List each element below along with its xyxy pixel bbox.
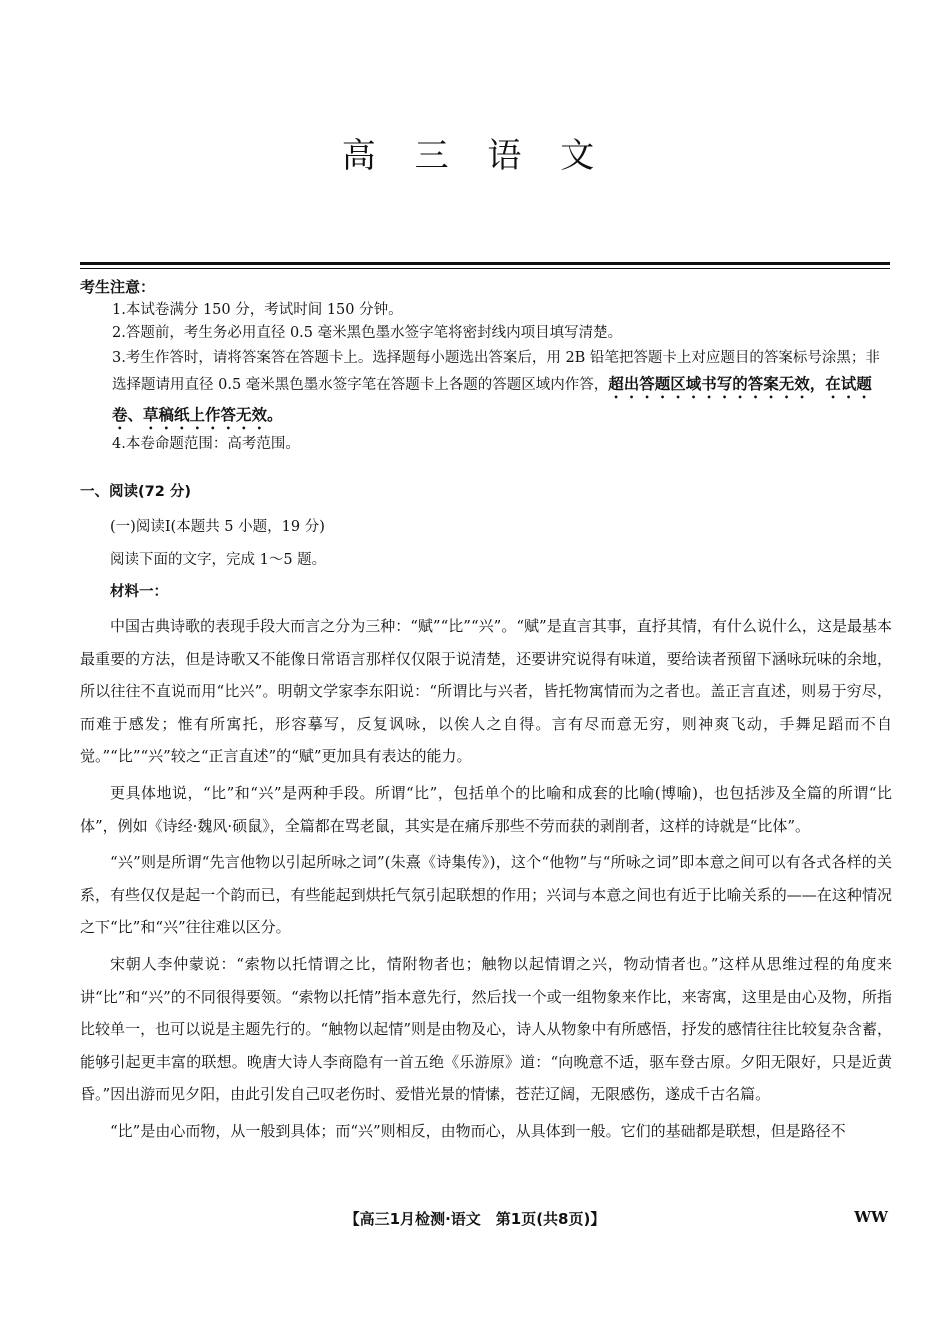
- passage-paragraph: 中国古典诗歌的表现手段大而言之分为三种：“赋”“比”“兴”。“赋”是直言其事，直抒其情，有什么说什么，这是最基本最重要的方法，但是诗歌又不能像日常语言那样仅仅限于说清楚，还要讲究说得有味道，要给读者预留下涵咏玩味的余地，所以往往不直说而用“比兴”。明朝文学家李东阳说：“所谓比与兴者，皆托物寓情而为之者也。盖正言直述，则易于穷尽，而难于感发；惟有所寓托，形容摹写，反复讽咏，以俟人之自得。言有尽而意无穷，则神爽飞动，手舞足蹈而不自觉。”“比”“兴”较之“正言直述”的“赋”更加具有表达的能力。: [80, 617, 892, 766]
- reading-passage: [80, 610, 892, 1148]
- section-heading: 一、阅读(72 分): [80, 484, 191, 500]
- footer-label: 【高三1月检测·语文 第1页(共8页)】: [344, 1210, 606, 1228]
- notice-item-2: 2.答题前，考生务必用直径 0.5 毫米黑色墨水签字笔将密封线内项目填写清楚。: [112, 325, 623, 341]
- notice-item-1: 1.本试卷满分 150 分，考试时间 150 分钟。: [112, 302, 403, 318]
- notice-item-3-emphasis: 超出答题区域书写的答案无效，在试题卷、草稿纸上作答无效。: [112, 375, 872, 424]
- subsection-heading: (一)阅读Ⅰ(本题共 5 小题，19 分): [110, 519, 325, 535]
- notice-item-3-text: 3.考生作答时，请将答案答在答题卡上。选择题每小题选出答案后，用 2B 铅笔把答题卡上对应题目的答案标号涂黑；非选择题请用直径 0.5 毫米黑色墨水签字笔在答题卡上各题的答题区域内作答，: [112, 350, 880, 393]
- header-divider-thin: [80, 268, 890, 269]
- passage-paragraph: “比”是由心而物，从一般到具体；而“兴”则相反，由物而心，从具体到一般。它们的基础都是联想，但是路径不: [110, 1121, 846, 1140]
- notice-item-3: [80, 345, 892, 433]
- instruction-text: 阅读下面的文字，完成 1～5 题。: [110, 552, 327, 568]
- passage-paragraph: 宋朝人李仲蒙说：“索物以托情谓之比，情附物者也；触物以起情谓之兴，物动情者也。”这样从思维过程的角度来讲“比”和“兴”的不同很得要领。“索物以托情”指本意先行，然后找一个或一组物象来作比，来寄寓，这里是由心及物，所指比较单一，也可以说是主题先行的。“触物以起情”则是由物及心，诗人从物象中有所感悟，抒发的感情往往比较复杂含蓄，能够引起更丰富的联想。晚唐大诗人李商隐有一首五绝《乐游原》道：“向晚意不适，驱车登古原。夕阳无限好，只是近黄昏。”因出游而见夕阳，由此引发自己叹老伤时、爱惜光景的情愫，苍茫辽阔，无限感伤，遂成千古名篇。: [80, 954, 892, 1104]
- page-title: 高 三 语 文: [341, 136, 609, 176]
- footer-code: WW: [854, 1208, 888, 1226]
- notice-heading: 考生注意：: [80, 278, 156, 296]
- candidate-notice: [80, 276, 892, 456]
- header-divider-thick: [80, 262, 890, 265]
- passage-paragraph: “兴”则是所谓“先言他物以引起所咏之词”(朱熹《诗集传》)，这个“他物”与“所咏之词”即本意之间可以有各式各样的关系，有些仅仅是起一个韵而已，有些能起到烘托气氛引起联想的作用；兴词与本意之间也有近于比喻关系的——在这种情况之下“比”和“兴”往往难以区分。: [80, 853, 892, 937]
- material-label: 材料一：: [110, 584, 168, 600]
- passage-paragraph: 更具体地说，“比”和“兴”是两种手段。所谓“比”，包括单个的比喻和成套的比喻(博喻)，也包括涉及全篇的所谓“比体”，例如《诗经·魏风·硕鼠》，全篇都在骂老鼠，其实是在痛斥那些不劳而获的剥削者，这样的诗就是“比体”。: [80, 783, 892, 835]
- notice-list: [80, 299, 892, 456]
- notice-item-4: 4.本卷命题范围：高考范围。: [112, 436, 300, 452]
